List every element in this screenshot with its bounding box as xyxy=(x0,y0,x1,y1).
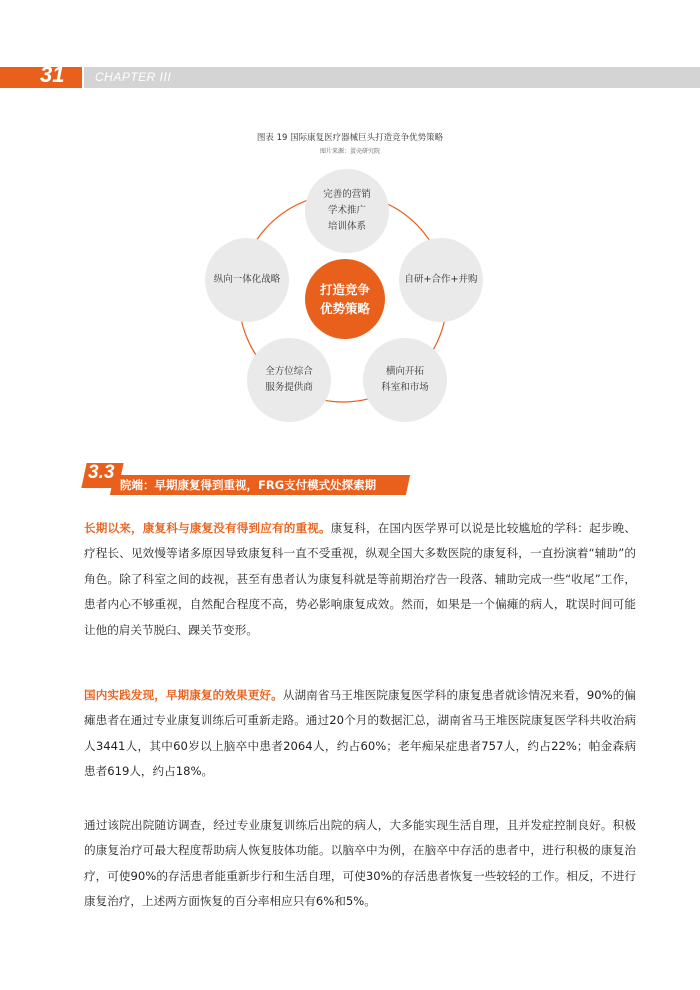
section-number: 3.3 xyxy=(88,462,115,483)
node-center: 打造竞争 优势策略 xyxy=(305,259,385,339)
figure-source: 图片来源：蛋壳研究院 xyxy=(319,148,380,155)
node-bottom-left: 全方位综合 服务提供商 xyxy=(247,338,331,422)
section-title: 院端：早期康复得到重视，FRG支付模式处探索期 xyxy=(120,478,377,492)
paragraph-2 xyxy=(84,683,636,785)
chapter-label: CHAPTER III xyxy=(95,70,172,84)
figure-title: 图表 19 国际康复医疗器械巨头打造竞争优势策略 xyxy=(256,133,444,143)
paragraph-2-text: 从湖南省马王堆医院康复医学科的康复患者就诊情况来看，90%的偏瘫患者在通过专业康复训练后可重新走路。通过20个月的数据汇总，湖南省马王堆医院康复医学科共收治病人3441人，其中60岁以上脑卒中患者2064人，约占60%；老年痴呆症患者757人，约占22%；帕金森病患者619人，约占18%。 xyxy=(84,688,636,779)
header-bar xyxy=(84,67,700,88)
node-right: 自研+合作+并购 xyxy=(399,238,483,322)
paragraph-1 xyxy=(84,516,636,643)
paragraph-1-text: 康复科，在国内医学界可以说是比较尴尬的学科：起步晚、疗程长、见效慢等诸多原因导致康复科一直不受重视，纵观全国大多数医院的康复科，一直扮演着“辅助”的角色。除了科室之间的歧视，甚至有患者认为康复科就是等前期治疗告一段落、辅助完成一些“收尾”工作，患者内心不够重视，自然配合程度不高，势必影响康复成效。然而，如果是一个偏瘫的病人，耽误时间可能让他的肩关节脱臼、踝关节变形。 xyxy=(84,521,636,637)
node-bottom-right: 横向开拓 科室和市场 xyxy=(363,338,447,422)
page-number: 31 xyxy=(40,62,65,87)
paragraph-3 xyxy=(84,813,636,915)
paragraph-3-text: 通过该院出院随访调查，经过专业康复训练后出院的病人，大多能实现生活自理，且并发症控制良好。积极的康复治疗可最大程度帮助病人恢复肢体功能。以脑卒中为例，在脑卒中存活的患者中，进行积极的康复治疗，可使90%的存活患者能重新步行和生活自理，可使30%的存活患者恢复一些较轻的工作。相反，不进行康复治疗，上述两方面恢复的百分率相应只有6%和5%。 xyxy=(84,818,636,909)
paragraph-2-lead: 国内实践发现，早期康复的效果更好。 xyxy=(84,688,283,702)
node-top: 完善的营销 学术推广 培训体系 xyxy=(305,169,389,253)
node-left: 纵向一体化战略 xyxy=(205,238,289,322)
paragraph-1-lead: 长期以来，康复科与康复没有得到应有的重视。 xyxy=(84,521,331,535)
